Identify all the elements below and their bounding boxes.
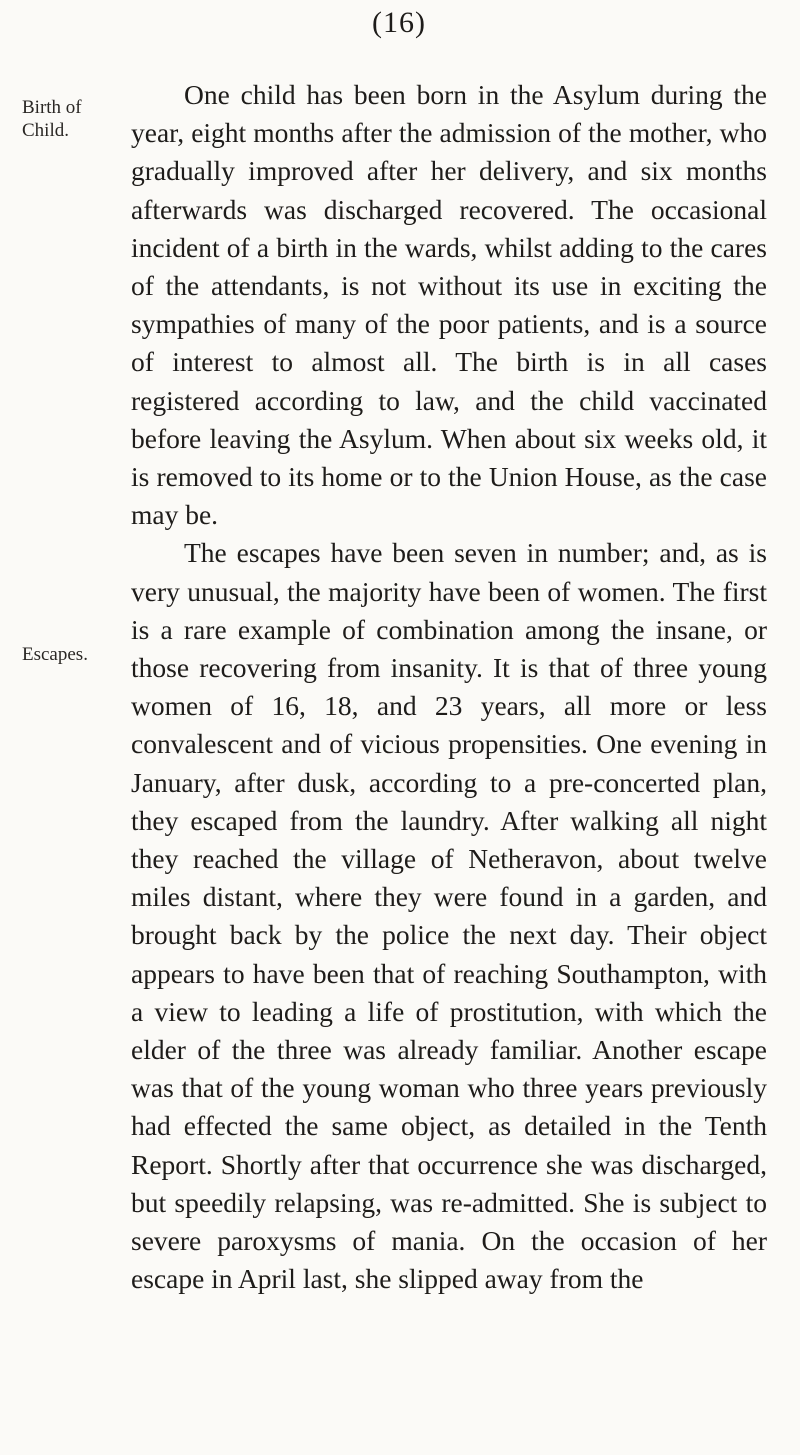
page-number: (16) bbox=[372, 6, 426, 39]
paragraph-birth-of-child: One child has been born in the Asylum during the year, eight months after the admission of the mother, who gradually improved after her delivery, and six months afterwards was discharged recovered. The occasional incident of a birth in the wards, whilst adding to the cares of the attendants, is not without its use in exciting the sympathies of many of the poor patients, and is a source of interest to almost all. The birth is in all cases registered according to law, and the child vaccinated before leaving the Asylum. When about six weeks old, it is removed to its home or to the Union House, as the case may be. bbox=[131, 79, 767, 531]
paragraph-escapes: The escapes have been seven in number; and, as is very unusual, the majority have been of women. The first is a rare example of combination among the insane, or those recovering from insanity. It is that of three young women of 16, 18, and 23 years, all more or less convalescent and of vicious propensities. One evening in January, after dusk, according to a pre-concerted plan, they escaped from the laundry. After walking all night they reached the village of Netheravon, about twelve miles distant, where they were found in a garden, and brought back by the police the next day. Their object appears to have been that of reaching Southampton, with a view to leading a life of prostitution, with which the elder of the three was already familiar. Another escape was that of the young woman who three years previously had effected the same object, as detailed in the Tenth Report. Shortly after that occurrence she was discharged, but speedily relapsing, was re-admitted. She is subject to severe paroxysms of mania. On the occasion of her escape in April last, she slipped away from the bbox=[131, 537, 767, 1295]
margin-note-birth-of-child: Birth of Child. bbox=[22, 97, 82, 141]
margin-note-escapes: Escapes. bbox=[22, 644, 88, 665]
body-text bbox=[131, 76, 767, 1299]
